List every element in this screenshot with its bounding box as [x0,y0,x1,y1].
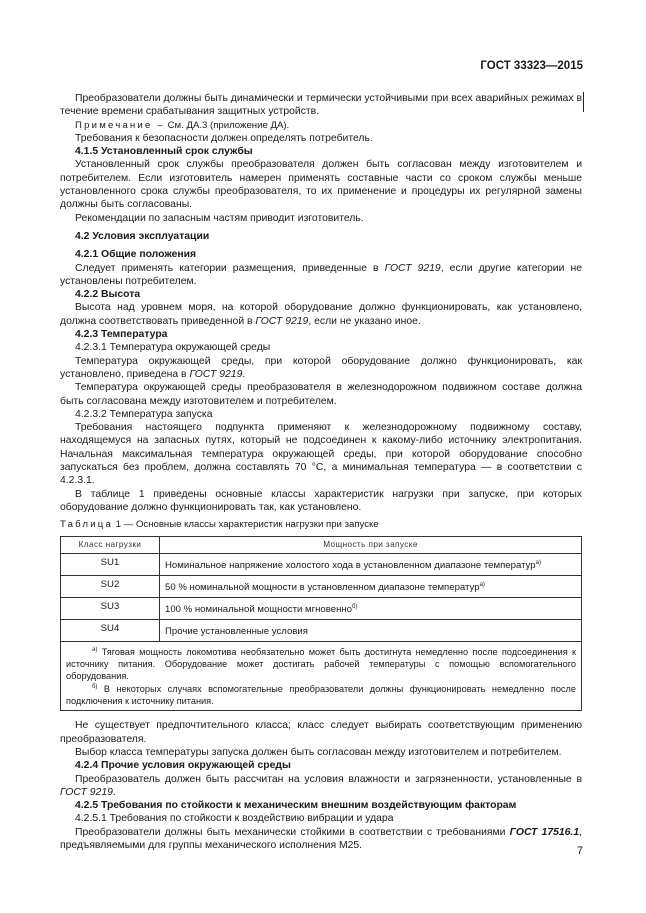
table-cell-power: 50 % номинальной мощности в установленном диапазоне температур$^{а)}$ [160,575,582,597]
paragraph: Рекомендации по запасным частям приводит изготовитель. [75,212,364,224]
section-heading-4-2-1: 4.2.1 Общие положения [75,249,197,261]
standard-reference: ГОСТ 9219 [255,315,309,327]
page-number: 7 [576,845,583,857]
table-row [61,597,582,619]
table-cell-class: SU1 [61,553,160,575]
note-label: Примечание – [75,119,165,131]
paragraph: Высота над уровнем моря, на которой оборудование должно функционировать, как установлено, должна соответствовать приведенной в ГОСТ 9219, если не указано иное. [60,302,582,327]
table-cell-class: SU4 [61,620,160,642]
paragraph: В таблице 1 приведены основные классы характеристик нагрузки при запуске, при которых оборудование должно функционировать так, как установлено. [60,488,582,513]
table-footnote: $^{а)}$ Тяговая мощность локомотива необязательно может быть достигнута немедленно после подсоединения к источнику питания. Оборудование может достигать рабочей температуры с помощью вспомогательного оборудования. [66,647,576,681]
table-row [61,620,582,642]
note [60,119,582,132]
section-heading-4-2-4: 4.2.4 Прочие условия окружающей среды [75,760,291,772]
table-cell-power: 100 % номинальной мощности мгновенно$^{б)}$ [160,597,582,619]
table-cell-power: Номинальное напряжение холостого хода в установленном диапазоне температур$^{а)}$ [160,553,582,575]
standard-reference: ГОСТ 17516.1 [509,826,580,838]
document-header: ГОСТ 33323—2015 [480,60,583,72]
table-footnote: $^{б)}$ В некоторых случаях вспомогательные преобразователи должны функционировать немедленно после подключения к источнику питания. [66,684,576,706]
paragraph: Температура окружающей среды преобразователя в железнодорожном подвижном составе должна быть согласована между изготовителем и потребителем. [60,382,582,407]
load-class-table [60,536,582,712]
note-text: См. ДА.3 (приложение ДА). [164,119,290,131]
standard-reference: ГОСТ 9219 [60,786,113,798]
section-heading-4-2-5: 4.2.5 Требования по стойкости к механическим внешним воздействующим факторам [75,800,517,812]
paragraph: Выбор класса температуры запуска должен быть согласован между изготовителем и потребителем. [75,746,562,758]
table-caption: Таблица 1 — Основные классы характеристик нагрузки при запуске [60,519,379,531]
table-cell-power: Прочие установленные условия [160,620,582,642]
table-cell-class: SU3 [61,597,160,619]
table-footnotes [61,642,582,711]
table-row [61,575,582,597]
paragraph: Установленный срок службы преобразователя должен быть согласован между изготовителем и потребителем. Если изготовитель намерен применять составные части со сроком службы меньше установленного срока службы преобразователя, то их применение и процедуры их регулярной замены должны быть согласованы. [60,159,582,211]
paragraph: Следует применять категории размещения, приведенные в ГОСТ 9219, если другие категории не установлены потребителем. [60,262,582,287]
subsection-heading-4-2-3-2: 4.2.3.2 Температура запуска [75,408,213,420]
paragraph: Преобразователи должны быть динамически и термически устойчивыми при всех аварийных режимах в течение времени срабатывания защитных устройств. [60,93,582,118]
subsection-heading-4-2-3-1: 4.2.3.1 Температура окружающей среды [75,342,271,354]
paragraph: Требования к безопасности должен определять потребитель. [75,132,373,144]
table-header-power: Мощность при запуске [160,536,582,553]
paragraph: Не существует предпочтительного класса; класс следует выбирать соответствующим применению преобразователя. [60,720,582,745]
section-heading-4-1-5: 4.1.5 Установленный срок службы [75,146,253,158]
standard-reference: ГОСТ 9219 [384,262,441,274]
section-heading-4-2-2: 4.2.2 Высота [75,289,141,301]
standard-reference: ГОСТ 9219 [189,368,243,380]
paragraph: Температура окружающей среды, при которой оборудование должно функционировать, как установлено, приведена в ГОСТ 9219. [60,355,582,380]
table-row [61,553,582,575]
change-bar [583,92,584,112]
document-body [60,92,582,852]
section-heading-4-2: 4.2 Условия эксплуатации [75,230,210,242]
table-header-class: Класс нагрузки [61,536,160,553]
paragraph: Преобразователь должен быть рассчитан на условия влажности и загрязненности, установленные в ГОСТ 9219. [60,773,582,798]
paragraph: Требования настоящего подпункта применяют к железнодорожному подвижному составу, находящемуся на запасных путях, который не подсоединен к какому-либо источнику электропитания. Начальная максимальная температура окружающей среды, при которой оборудование способно запускаться без проблем, должна составлять 70 °С, а минимальная температура — в соответствии с 4.2.3.1. [60,422,582,487]
paragraph: Преобразователи должны быть механически стойкими в соответствии с требованиями ГОСТ 17516.1, предъявляемыми для группы механического исполнения М25. [60,826,582,852]
section-heading-4-2-3: 4.2.3 Температура [75,329,168,341]
subsection-heading-4-2-5-1: 4.2.5.1 Требования по стойкости к воздействию вибрации и удара [75,813,394,825]
table-cell-class: SU2 [61,575,160,597]
